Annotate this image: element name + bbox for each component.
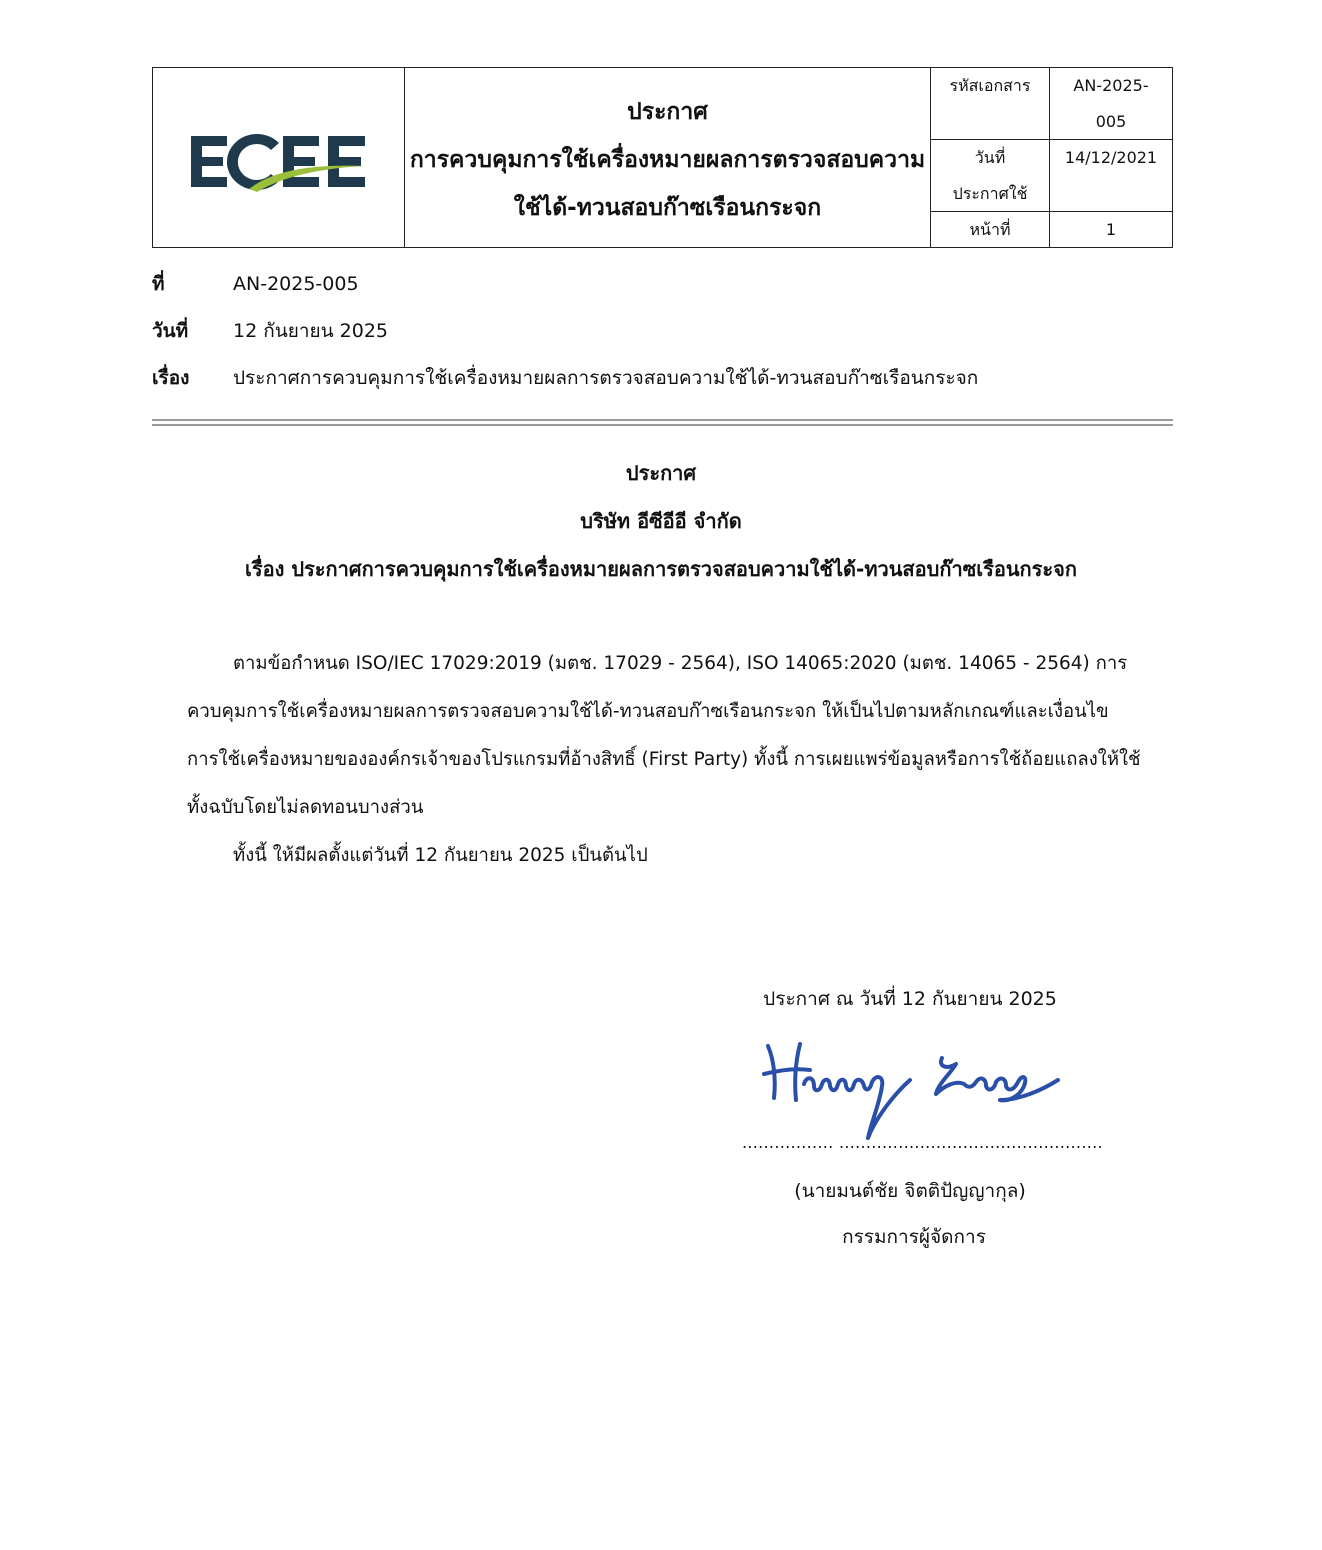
body-paragraph-effective: ทั้งนี้ ให้มีผลตั้งแต่วันที่ 12 กันยายน 2025 เป็นต้นไป [233, 845, 648, 866]
doc-code-label: รหัสเอกสาร [931, 68, 1050, 139]
body-paragraph-line: ควบคุมการใช้เครื่องหมายผลการตรวจสอบความใช้ได้-ทวนสอบก๊าซเรือนกระจก ให้เป็นไปตามหลักเกณฑ์และเงื่อนไข [187, 701, 1109, 722]
date-label: วันที่ ประกาศใช้ [931, 140, 1050, 211]
reference-date-label: วันที่ [152, 320, 189, 342]
signature-dotted-line: ................. ................................................. [742, 1133, 1103, 1152]
meta-row-date [931, 140, 1172, 212]
header-title [405, 68, 931, 247]
logo-cell [153, 68, 405, 247]
meta-row-doc-code [931, 68, 1172, 140]
doc-code-value: AN-2025- 005 [1073, 76, 1149, 131]
announcement-heading: ประกาศ [625, 461, 697, 485]
company-logo [153, 68, 405, 247]
page-value: 1 [1105, 220, 1117, 239]
announced-date: ประกาศ ณ วันที่ 12 กันยายน 2025 [763, 988, 1057, 1010]
meta-row-page [931, 212, 1172, 247]
announcement-subject: เรื่อง ประกาศการควบคุมการใช้เครื่องหมายผลการตรวจสอบความใช้ได้-ทวนสอบก๊าซเรือนกระจก [245, 557, 1077, 581]
signatory-name: (นายมนต์ชัย จิตติปัญญากุล) [794, 1180, 1026, 1202]
document-header [152, 67, 1173, 248]
document-meta [931, 68, 1172, 247]
reference-date-value: 12 กันยายน 2025 [233, 320, 389, 342]
body-paragraph-line: การใช้เครื่องหมายขององค์กรเจ้าของโปรแกรมที่อ้างสิทธิ์ (First Party) ทั้งนี้ การเผยแพร่ข้อมูลหรือการใช้ถ้อยแถลงให้ใช้ [187, 749, 1141, 770]
reference-number-value: AN-2025-005 [233, 273, 359, 295]
header-title-line: ใช้ได้-ทวนสอบก๊าซเรือนกระจก [513, 195, 822, 221]
header-title-line: การควบคุมการใช้เครื่องหมายผลการตรวจสอบความ [409, 147, 926, 173]
body-paragraph-line: ตามข้อกำหนด ISO/IEC 17029:2019 (มตช. 17029 - 2564), ISO 14065:2020 (มตช. 14065 - 2564) การ [233, 653, 1128, 674]
header-title-line: ประกาศ [627, 99, 708, 125]
reference-subject-value: ประกาศการควบคุมการใช้เครื่องหมายผลการตรวจสอบความใช้ได้-ทวนสอบก๊าซเรือนกระจก [233, 367, 979, 389]
signatory-position: กรรมการผู้จัดการ [842, 1226, 986, 1248]
reference-number-label: ที่ [152, 273, 165, 295]
date-value: 14/12/2021 [1064, 148, 1158, 167]
divider [152, 419, 1173, 421]
announcement-company: บริษัท อีซีอีอี จำกัด [580, 509, 742, 533]
page-label: หน้าที่ [931, 212, 1050, 247]
body-paragraph-line: ทั้งฉบับโดยไม่ลดทอนบางส่วน [187, 797, 424, 818]
reference-subject-label: เรื่อง [152, 367, 190, 389]
divider [152, 424, 1173, 426]
